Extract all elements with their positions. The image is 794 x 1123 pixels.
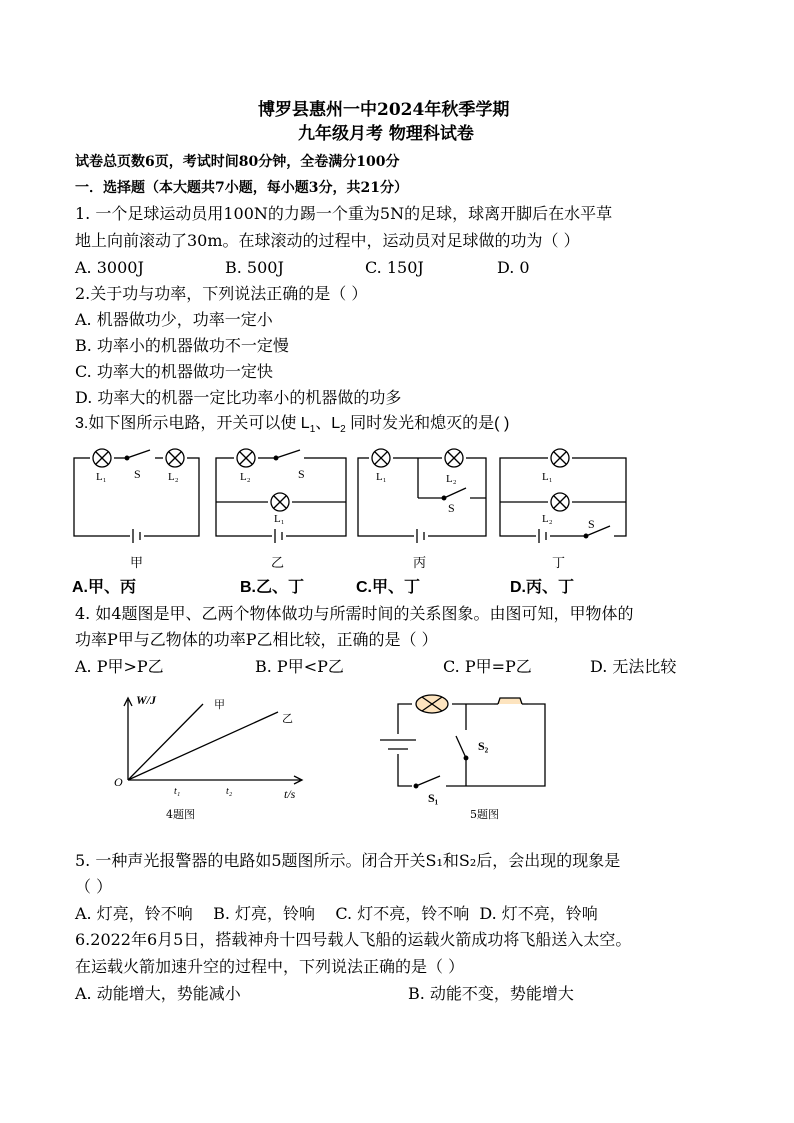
- x-axis-label: t/s: [284, 787, 296, 801]
- bell: [498, 698, 522, 704]
- line-jia: [128, 704, 203, 780]
- ding-lamp2-label: L₂: [542, 513, 553, 525]
- line-jia-label: 甲: [214, 698, 225, 711]
- q5-stem-line2: （ ）: [75, 877, 113, 896]
- q3-option-c: C.甲、丁: [356, 579, 421, 596]
- caption-ding: 丁: [552, 556, 566, 571]
- q1-stem-line1: 1. 一个足球运动员用100N的力踢一个重为5N的足球，球离开脚后在水平草: [75, 204, 613, 223]
- jia-lamp2-label: L₂: [168, 471, 179, 483]
- q1-option-c: C. 150J: [365, 258, 424, 277]
- q1-option-b: B. 500J: [225, 258, 284, 277]
- q1-option-a: A. 3000J: [75, 258, 144, 277]
- line-yi: [128, 712, 278, 780]
- q3-option-b: B.乙、丁: [240, 579, 305, 596]
- q4-option-c: C. P甲=P乙: [443, 657, 532, 676]
- line-yi-label: 乙: [282, 712, 293, 725]
- exam-title-line1: 博罗县惠州一中2024年秋季学期: [258, 100, 510, 120]
- circuit-yi: [216, 448, 346, 543]
- circuit-bing: [358, 448, 486, 543]
- bing-lamp2-label: L₂: [446, 473, 457, 485]
- q2-stem: 2.关于功与功率，下列说法正确的是（ ）: [75, 284, 368, 303]
- circuit-ding: [500, 448, 626, 543]
- q2-option-d: D. 功率大的机器一定比功率小的机器做的功多: [75, 388, 402, 407]
- jia-switch-label: S: [134, 467, 141, 481]
- q4-stem-line1: 4. 如4题图是甲、乙两个物体做功与所需时间的关系图象。由图可知，甲物体的: [75, 604, 634, 623]
- jia-lamp1-label: L₁: [96, 471, 107, 483]
- q3-circuits-figure: [70, 442, 650, 574]
- bing-lamp1-label: L₁: [376, 471, 387, 483]
- s1-label: S₁: [428, 791, 439, 805]
- yi-lamp1-label: L₂: [240, 471, 251, 483]
- q4-stem-line2: 功率P甲与乙物体的功率P乙相比较，正确的是（ ）: [75, 630, 438, 649]
- bing-switch-label: S: [448, 501, 455, 515]
- caption-bing: 丙: [413, 556, 427, 571]
- q4-option-d: D. 无法比较: [590, 657, 677, 676]
- q2-option-c: C. 功率大的机器做功一定快: [75, 362, 273, 381]
- q6-stem-line1: 6.2022年6月5日，搭载神舟十四号载人飞船的运载火箭成功将飞船送入太空。: [75, 930, 632, 949]
- q1-option-d: D. 0: [497, 258, 530, 277]
- ding-lamp1-label: L₁: [542, 471, 553, 483]
- q6-option-b: B. 动能不变，势能增大: [408, 984, 574, 1003]
- q4-option-b: B. P甲<P乙: [255, 657, 344, 676]
- q6-stem-line2: 在运载火箭加速升空的过程中，下列说法正确的是（ ）: [75, 957, 465, 976]
- q3-option-a: A.甲、丙: [72, 579, 137, 596]
- t1-label: t₁: [174, 786, 181, 797]
- q2-option-a: A. 机器做功少，功率一定小: [75, 310, 273, 329]
- q1-stem-line2: 地上向前滚动了30m。在球滚动的过程中，运动员对足球做的功为（ ）: [75, 231, 580, 250]
- caption-jia: 甲: [130, 556, 144, 571]
- q6-option-a: A. 动能增大，势能减小: [75, 984, 241, 1003]
- yi-switch-label: S: [298, 467, 305, 481]
- fig5-caption: 5题图: [470, 808, 499, 821]
- q2-option-b: B. 功率小的机器做功不一定慢: [75, 336, 289, 355]
- fig5-alarm-circuit: [370, 692, 555, 824]
- circuit-jia: [74, 448, 199, 543]
- q4-option-a: A. P甲>P乙: [75, 657, 164, 676]
- section-heading: 一．选择题（本大题共7小题，每小题3分，共21分）: [75, 180, 408, 196]
- q3-stem: 3.如下图所示电路，开关可以使 $L_1$、$L_2$ 同时发光和熄灭的是( ): [75, 415, 510, 436]
- yi-lamp2-label: L₁: [274, 513, 285, 525]
- fig4-caption: 4题图: [166, 808, 195, 821]
- t2-label: t₂: [226, 786, 233, 797]
- ding-switch-label: S: [588, 517, 595, 531]
- q3-option-d: D.丙、丁: [510, 579, 575, 596]
- q5-options: A. 灯亮，铃不响 B. 灯亮，铃响 C. 灯不亮，铃不响 D. 灯不亮，铃响: [75, 904, 598, 923]
- exam-title-line2: 九年级月考 物理科试卷: [298, 124, 474, 144]
- fig4-work-time-graph: [108, 690, 308, 825]
- y-axis-label: W/J: [136, 693, 157, 707]
- q5-stem-line1: 5. 一种声光报警器的电路如5题图所示。闭合开关S₁和S₂后，会出现的现象是: [75, 851, 621, 870]
- origin-label: O: [114, 775, 123, 789]
- exam-info: 试卷总页数6页，考试时间80分钟，全卷满分100分: [75, 154, 400, 170]
- s2-label: S₂: [478, 739, 489, 753]
- caption-yi: 乙: [271, 556, 285, 571]
